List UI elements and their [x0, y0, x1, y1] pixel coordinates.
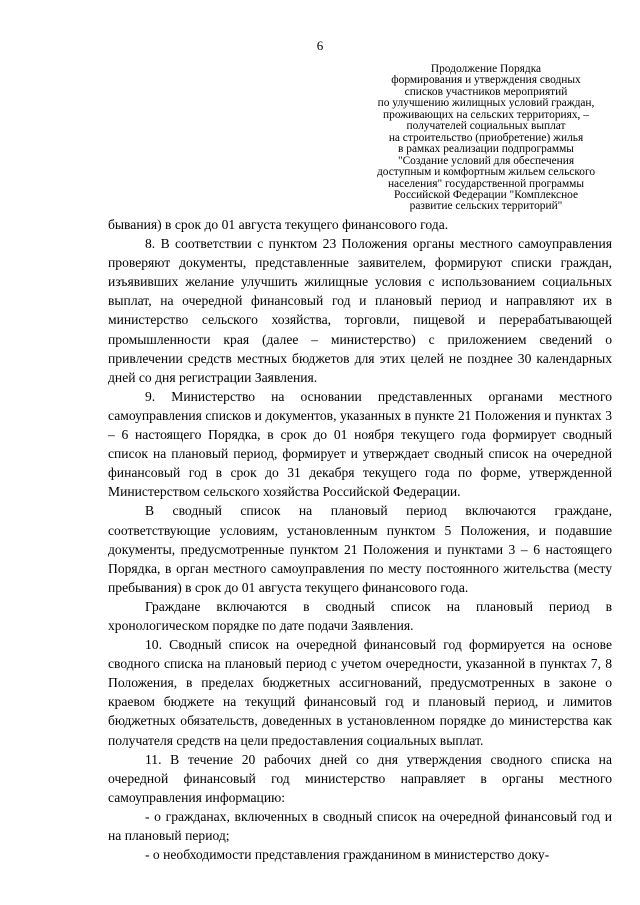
header-line: "Создание условий для обеспечения	[397, 154, 575, 167]
list-item: - о необходимости представления гражданином в министерство доку-	[145, 847, 550, 863]
header-line: Продолжение Порядка	[430, 63, 542, 75]
header-line: списков участников мероприятий	[404, 85, 568, 98]
header-line: развитие сельских территорий"	[409, 200, 563, 213]
body-text	[108, 215, 612, 864]
paragraph-item-11: 11. В течение 20 рабочих дней со дня утверждения сводного списка на очередной финансовый год министерство направляет в органы местного самоуправления информацию:	[108, 751, 612, 805]
header-line: по улучшению жилищных условий граждан,	[377, 97, 595, 110]
header-line: на строительство (приобретение) жилья	[388, 131, 584, 144]
paragraph: Граждане включаются в сводный список на плановый период в хронологическом порядке по дате подачи Заявления.	[108, 598, 612, 633]
header-line: населения" государственной программы	[387, 177, 585, 190]
paragraph-continuation: бывания) в срок до 01 августа текущего финансового года.	[108, 217, 449, 232]
header-line: в рамках реализации подпрограммы	[398, 143, 574, 156]
header-line: получателей социальных выплат	[406, 120, 566, 133]
header-line: Российской Федерации "Комплексное	[393, 188, 579, 201]
paragraph-item-10: 10. Сводный список на очередной финансовый год формируется на основе сводного списка на плановый период с учетом очередности, указанной в пунктах 7, 8 Положения, в пределах бюджетных ассигнований, предусмотренных в законе о краевом бюджете на текущий финансовый год и плановый период, и лимитов бюджетных обязательств, доведенных в установленном порядке до министерства как получателя средств на цели предоставления социальных выплат.	[108, 637, 612, 748]
header-block	[356, 64, 616, 213]
paragraph-item-9: 9. Министерство на основании представленных органами местного самоуправления списков и документов, указанных в пункте 21 Положения и пунктах 3 – 6 настоящего Порядка, в срок до 01 ноября текущего года формирует сводный список на плановый период, формирует и утверждает сводный список на очередной финансовый год в срок до 31 декабря текущего года по форме, утвержденной Министерством сельского хозяйства Российской Федерации.	[108, 388, 612, 500]
paragraph: В сводный список на плановый период включаются граждане, соответствующие условиям, установленным пунктом 5 Положения, и подавшие документы, предусмотренные пунктом 21 Положения и пунктами 3 – 6 настоящего Порядка, в орган местного самоуправления по месту постоянного жительства (месту пребывания) в срок до 01 августа текущего финансового года.	[108, 503, 612, 595]
header-line: доступным и комфортным жильем сельского	[376, 166, 596, 179]
list-item: - о гражданах, включенных в сводный список на очередной финансовый год и на плановый период;	[108, 808, 612, 843]
paragraph-item-8: 8. В соответствии с пунктом 23 Положения органы местного самоуправления проверяют документы, представленные заявителем, формируют списки граждан, изъявивших желание улучшить жилищные условия с использованием социальных выплат, на очередной финансовый год и плановый период и направляют их в министерство сельского хозяйства, торговли, пищевой и перерабатывающей промышленности края (далее – министерство) с приложением сведений о привлечении средств местных бюджетов для этих целей не позднее 30 календарных дней со дня регистрации Заявления.	[108, 236, 612, 385]
header-line: формирования и утверждения сводных	[391, 74, 581, 87]
header-line: проживающих на сельских территориях, –	[383, 108, 589, 121]
page-number: 6	[316, 38, 324, 53]
